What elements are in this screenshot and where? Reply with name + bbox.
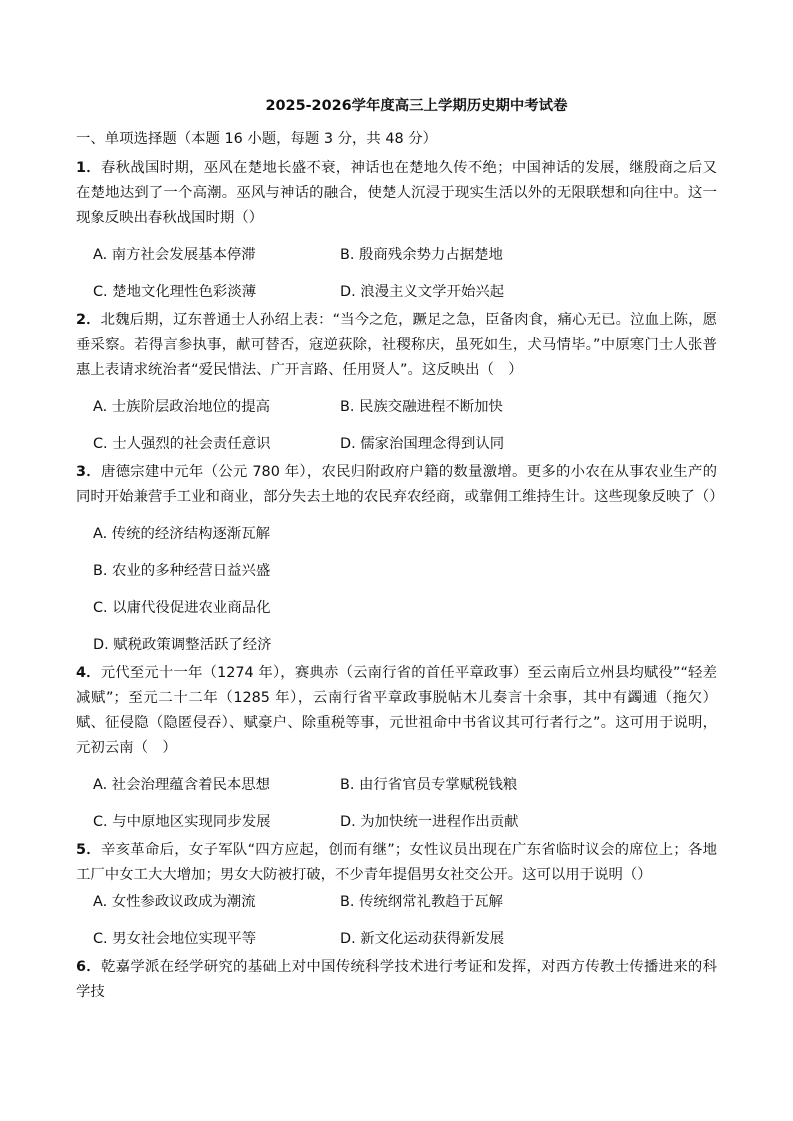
question-number: 3． [76, 464, 101, 480]
option-b[interactable]: B. 民族交融进程不断加快 [340, 399, 503, 415]
question-stem: 唐德宗建中元年（公元 780 年），农民归附政府户籍的数量激增。更多的小农在从事农业生产的同时开始兼营手工业和商业，部分失去土地的农民弃农经商，或靠佣工维持生计。这些现象反映了（） [76, 464, 724, 505]
question-stem: 元代至元十一年（1274 年），赛典赤（云南行省的首任平章政事）至云南后立州县均赋役”“轻差减赋”；至元二十二年（1285 年），云南行省平章政事脱帖木儿奏言十余事，其中有蠲逋（拖欠）赋、征侵隐（隐匿侵吞）、赋豪户、除重税等事，元世祖命中书省议其可行者行之”。这可用于说明，元初云南（ ） [76, 665, 717, 756]
options-row [76, 773, 717, 798]
question-stem: 乾嘉学派在经学研究的基础上对中国传统科学技术进行考证和发挥，对西方传教士传播进来的科学技 [76, 959, 717, 1000]
question-stem: 春秋战国时期，巫风在楚地长盛不衰，神话也在楚地久传不绝；中国神话的发展，继殷商之后又在楚地达到了一个高潮。巫风与神话的融合，使楚人沉浸于现实生活以外的无限联想和向往中。这一现象反映出春秋战国时期（） [76, 160, 717, 226]
question-stem: 北魏后期，辽东普通士人孙绍上表：“当今之危，蹶足之急，臣备肉食，痛心无已。泣血上陈，愿垂采察。若得言参执事，献可替否，寇逆荻除，社稷称庆，虽死如生，犬马情毕。”中原寒门士人张普惠上表请求统治者“爱民惜法、广开言路、任用贤人”。这反映出（ ） [76, 312, 717, 378]
option-a[interactable]: A. 传统的经济结构逐渐瓦解 [93, 526, 271, 542]
page-title: 2025-2026学年度高三上学期历史期中考试卷 [265, 98, 568, 114]
question-number: 5． [76, 842, 101, 858]
option-a[interactable]: A. 社会治理蕴含着民本思想 [93, 777, 271, 793]
option-b[interactable]: B. 由行省官员专掌赋税钱粮 [340, 777, 518, 793]
options-row [76, 927, 717, 952]
question-1 [76, 156, 717, 231]
option-b[interactable]: B. 农业的多种经营日益兴盛 [93, 563, 271, 579]
question-number: 6． [76, 959, 101, 975]
option-c[interactable]: C. 男女社会地位实现平等 [93, 931, 257, 947]
options-row [76, 432, 717, 457]
section-heading: 一、单项选择题（本题 16 小题，每题 3 分，共 48 分） [76, 131, 438, 147]
option-d[interactable]: D. 浪漫主义文学开始兴起 [340, 284, 505, 300]
question-number: 1． [76, 160, 101, 176]
option-a[interactable]: A. 女性参政议政成为潮流 [93, 894, 256, 910]
option-a[interactable]: A. 士族阶层政治地位的提高 [93, 399, 271, 415]
options-row [76, 810, 717, 835]
option-a[interactable]: A. 南方社会发展基本停滞 [93, 247, 256, 263]
option-d[interactable]: D. 为加快统一进程作出贡献 [340, 814, 519, 830]
question-3 [76, 460, 724, 510]
question-4 [76, 661, 717, 761]
options-row [76, 243, 717, 268]
option-c[interactable]: C. 与中原地区实现同步发展 [93, 814, 271, 830]
question-2 [76, 308, 717, 383]
options-row [76, 395, 717, 420]
question-number: 2． [76, 312, 101, 328]
option-b[interactable]: B. 殷商残余势力占据楚地 [340, 247, 503, 263]
option-c[interactable]: C. 以庸代役促进农业商品化 [93, 600, 271, 616]
option-d[interactable]: D. 赋税政策调整活跃了经济 [93, 637, 272, 653]
option-c[interactable]: C. 士人强烈的社会责任意识 [93, 436, 271, 452]
options-row [76, 280, 717, 305]
options-row [76, 890, 717, 915]
option-b[interactable]: B. 传统纲常礼教趋于瓦解 [340, 894, 503, 910]
question-6 [76, 955, 717, 1005]
question-5 [76, 838, 717, 888]
option-d[interactable]: D. 新文化运动获得新发展 [340, 931, 505, 947]
option-d[interactable]: D. 儒家治国理念得到认同 [340, 436, 505, 452]
question-number: 4． [76, 665, 101, 681]
question-stem: 辛亥革命后，女子军队“四方应起，创而有继”；女性议员出现在广东省临时议会的席位上；各地工厂中女工大大增加；男女大防被打破，不少青年提倡男女社交公开。这可以用于说明（） [76, 842, 717, 883]
option-c[interactable]: C. 楚地文化理性色彩淡薄 [93, 284, 257, 300]
